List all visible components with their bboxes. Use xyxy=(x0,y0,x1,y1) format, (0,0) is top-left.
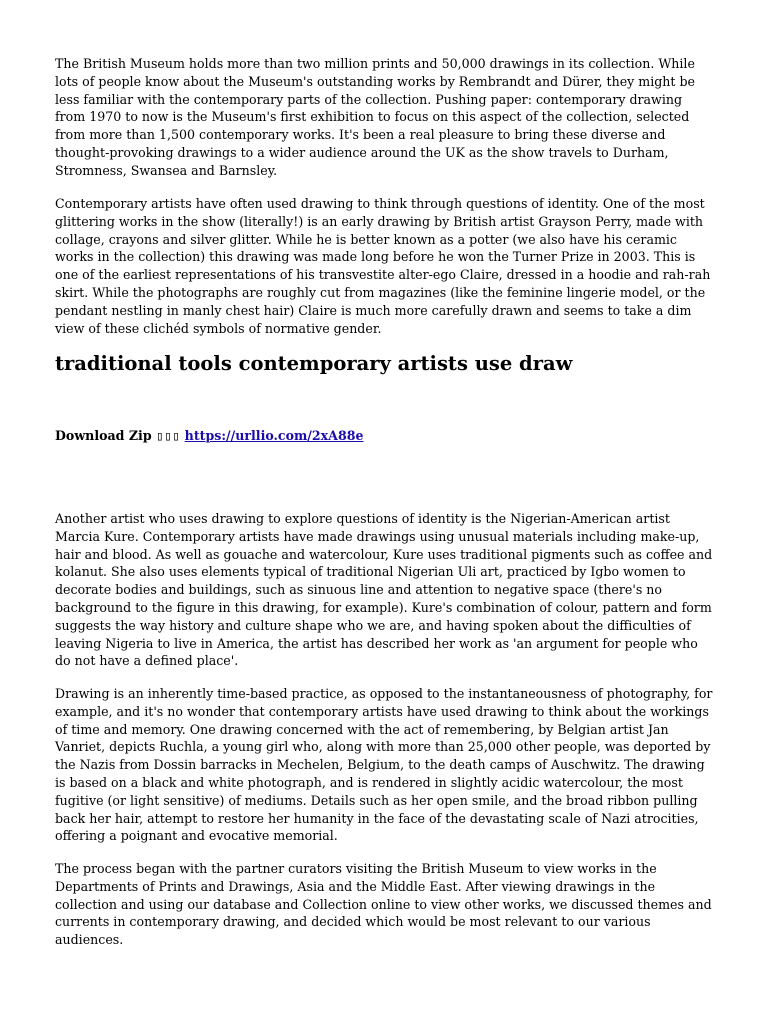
paragraph-kure: Another artist who uses drawing to explore questions of identity is the Nigerian-American artist Marcia Kure. Contemporary artists have made drawings using unusual materials including make-up, hair and blood. As well as gouache and watercolour, Kure uses traditional pigments such as coffee and kolanut. She also uses elements typical of traditional Nigerian Uli art, practiced by Igbo women to decorate bodies and buildings, such as sinuous line and attention to negative space (there's no background to the figure in this drawing, for example). Kure's combination of colour, pattern and form suggests the way history and culture shape who we are, and having spoken about the difficulties of leaving Nigeria to live in America, the artist has described her work as 'an argument for people who do not have a defined place'. xyxy=(55,511,713,669)
paragraph-time-memory: Drawing is an inherently time-based practice, as opposed to the instantaneousness of photography, for example, and it's no wonder that contemporary artists have used drawing to think about the workings of time and memory. One drawing concerned with the act of remembering, by Belgian artist Jan Vanriet, depicts Ruchla, a young girl who, along with more than 25,000 other people, was deported by the Nazis from Dossin barracks in Mechelen, Belgium, to the death camps of Auschwitz. The drawing is based on a black and white photograph, and is rendered in slightly acidic watercolour, the most fugitive (or light sensitive) of mediums. Details such as her open smile, and the broad ribbon pulling back her hair, attempt to restore her humanity in the face of the devastating scale of Nazi atrocities, offering a poignant and evocative memorial. xyxy=(55,686,713,844)
placeholder-glyphs: ▯▯▯ xyxy=(156,428,181,443)
download-link[interactable]: https://urllio.com/2xA88e xyxy=(184,428,364,443)
paragraph-identity: Contemporary artists have often used drawing to think through questions of identity. One of the most glittering works in the show (literally!) is an early drawing by British artist Grayson Perry, made with collage, crayons and silver glitter. While he is better known as a potter (we also have his ceramic works in the collection) this drawing was made long before he won the Turner Prize in 2003. This is one of the earliest representations of his transvestite alter-ego Claire, dressed in a hoodie and rah-rah skirt. While the photographs are roughly cut from magazines (like the feminine lingerie model, or the pendant nestling in manly chest hair) Claire is much more carefully drawn and seems to take a dim view of these clichéd symbols of normative gender. xyxy=(55,196,711,336)
section-heading: traditional tools contemporary artists use draw xyxy=(55,352,573,375)
paragraph-process: The process began with the partner curators visiting the British Museum to view works in the Departments of Prints and Drawings, Asia and the Middle East. After viewing drawings in the collection and using our database and Collection online to view other works, we discussed themes and currents in contemporary drawing, and decided which would be most relevant to our various audiences. xyxy=(55,861,712,948)
download-line xyxy=(55,427,715,445)
download-label: Download Zip xyxy=(55,428,152,443)
paragraph-intro: The British Museum holds more than two million prints and 50,000 drawings in its collection. While lots of people know about the Museum's outstanding works by Rembrandt and Dürer, they might be less familiar with the contemporary parts of the collection. Pushing paper: contemporary drawing from 1970 to now is the Museum's first exhibition to focus on this aspect of the collection, selected from more than 1,500 contemporary works. It's been a real pleasure to bring these diverse and thought-provoking drawings to a wider audience around the UK as the show travels to Durham, Stromness, Swansea and Barnsley. xyxy=(55,56,695,178)
